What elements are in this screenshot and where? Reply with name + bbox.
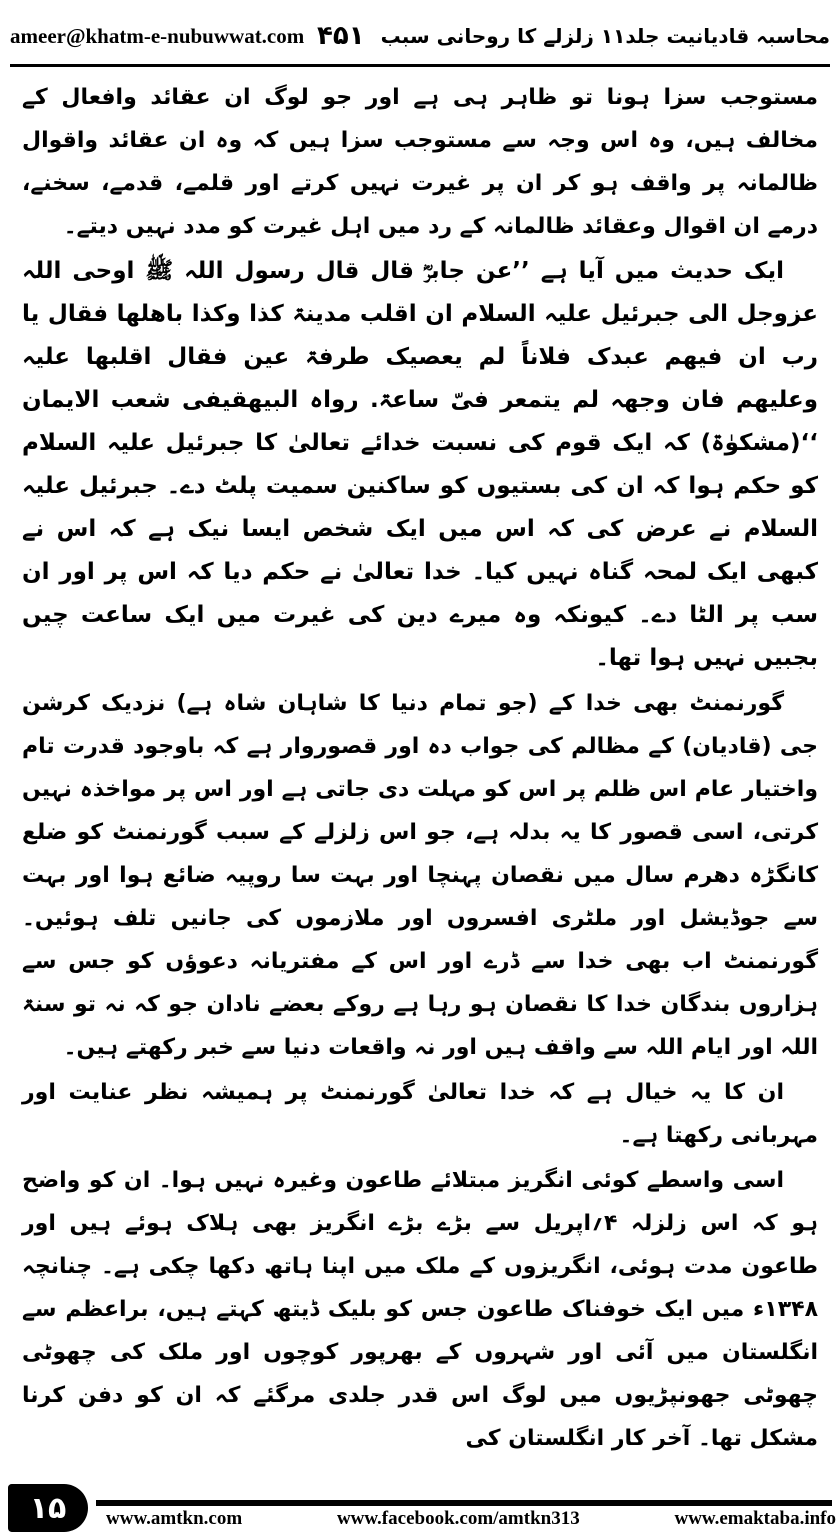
paragraph-1: مستوجب سزا ہونا تو ظاہر ہی ہے اور جو لوگ ان عقائد وافعال کے مخالف ہیں، وہ اس وجہ سے مستوجب سزا ہیں کہ وہ ان عقائد واقوال ظالمانہ پر واقف ہو کر ان پر غیرت نہیں کرتے اور قلمے، قدمے، سخنے، درمے ان اقوال وعقائد ظالمانہ کے رد میں اہل غیرت کو مدد نہیں دیتے۔ <box>22 85 818 239</box>
footer-links <box>106 1508 836 1530</box>
paragraph-hadith: ایک حدیث میں آیا ہے ’’عن جابرؓ قال قال رسول اللہ ﷺ اوحی اللہ عزوجل الی جبرئیل علیہ السلام ان اقلب مدینۃ کذا وکذا باھلھا فقال یا رب ان فیھم عبدک فلاناً لم یعصیک طرفۃ عین فقال اقلبھا علیہ وعلیھم فان وجھہ لم یتمعر فیّ ساعۃ. رواہ البیھقیفی شعب الایمان ‘‘(مشکوٰۃ) کہ ایک قوم کی نسبت خدائے تعالیٰ کا جبرئیل علیہ السلام کو حکم ہوا کہ ان کی بستیوں کو ساکنین سمیت پلٹ دے۔ جبرئیل علیہ السلام نے عرض کی کہ اس میں ایک شخص ایسا نیک ہے کہ اس نے کبھی ایک لمحہ گناہ نہیں کیا۔ خدا تعالیٰ نے حکم دیا کہ اس پر اور ان سب پر الٹا دے۔ کیونکہ وہ میرے دین کی غیرت میں ایک ساعت چیں بجبیں نہیں ہوا تھا۔ <box>22 258 818 671</box>
footer-page-number: ۱۵ <box>29 1490 67 1526</box>
paragraph-5: اسی واسطے کوئی انگریز مبتلائے طاعون وغیرہ نہیں ہوا۔ ان کو واضح ہو کہ اس زلزلہ ۴؍اپریل سے بڑے بڑے انگریز بھی ہلاک ہوئے ہیں اور طاعون مدت ہوئی، انگریزوں کے ملک میں اپنا ہاتھ دکھا چکی ہے۔ چنانچہ ۱۳۴۸ء میں ایک خوفناک طاعون جس کو بلیک ڈیتھ کہتے ہیں، براعظم سے انگلستان میں آئی اور شہروں کے بھرپور کوچوں اور ملک کی چھوٹی چھوٹی جھونپڑیوں میں لوگ اس قدر جلدی مرگئے کہ ان کو دفن کرنا مشکل تھا۔ آخر کار انگلستان کی <box>22 1168 818 1451</box>
footer-link-facebook[interactable]: www.facebook.com/amtkn313 <box>336 1508 580 1529</box>
footer-link-emaktaba[interactable]: www.emaktaba.info <box>674 1508 836 1529</box>
page-header <box>10 10 830 62</box>
footer-page-badge <box>8 1484 88 1532</box>
header-page-number: ۴۵۱ <box>317 21 365 51</box>
page-body <box>22 76 818 1466</box>
paragraph-4: ان کا یہ خیال ہے کہ خدا تعالیٰ گورنمنٹ پر ہمیشہ نظر عنایت اور مہربانی رکھتا ہے۔ <box>22 1080 818 1148</box>
header-rule <box>10 64 830 67</box>
header-email: ameer@khatm-e-nubuwwat.com <box>10 23 305 48</box>
footer-rule <box>96 1500 832 1506</box>
page-footer <box>0 1480 840 1540</box>
header-title: محاسبہ قادیانیت جلد۱۱ زلزلے کا روحانی سبب <box>380 24 830 48</box>
paragraph-3: گورنمنٹ بھی خدا کے (جو تمام دنیا کا شاہان شاہ ہے) نزدیک کرشن جی (قادیان) کے مظالم کی جواب دہ اور قصوروار ہے کہ باوجود قدرت تام واختیار عام اس ظلم پر اس کو مہلت دی جاتی ہے اور اس پر مواخذہ نہیں کرتی، اسی قصور کا یہ بدلہ ہے، جو اس زلزلے کے سبب گورنمنٹ کو ضلع کانگڑہ دھرم سال میں نقصان پہنچا اور بہت سا روپیہ ضائع ہوا اور بہت سے جوڈیشل اور ملٹری افسروں اور ملازموں کی جانیں تلف ہوئیں۔ گورنمنٹ اب بھی خدا سے ڈرے اور اس کے مفتریانہ دعوؤں کو جس سے ہزاروں بندگان خدا کا نقصان ہو رہا ہے روکے بعضے نادان جو کہ نہ تو سنۃ اللہ اور ایام اللہ سے واقف ہیں اور نہ واقعات دنیا سے خبر رکھتے ہیں۔ <box>22 691 818 1060</box>
footer-link-amtkn[interactable]: www.amtkn.com <box>106 1508 243 1529</box>
header-right <box>317 21 830 51</box>
